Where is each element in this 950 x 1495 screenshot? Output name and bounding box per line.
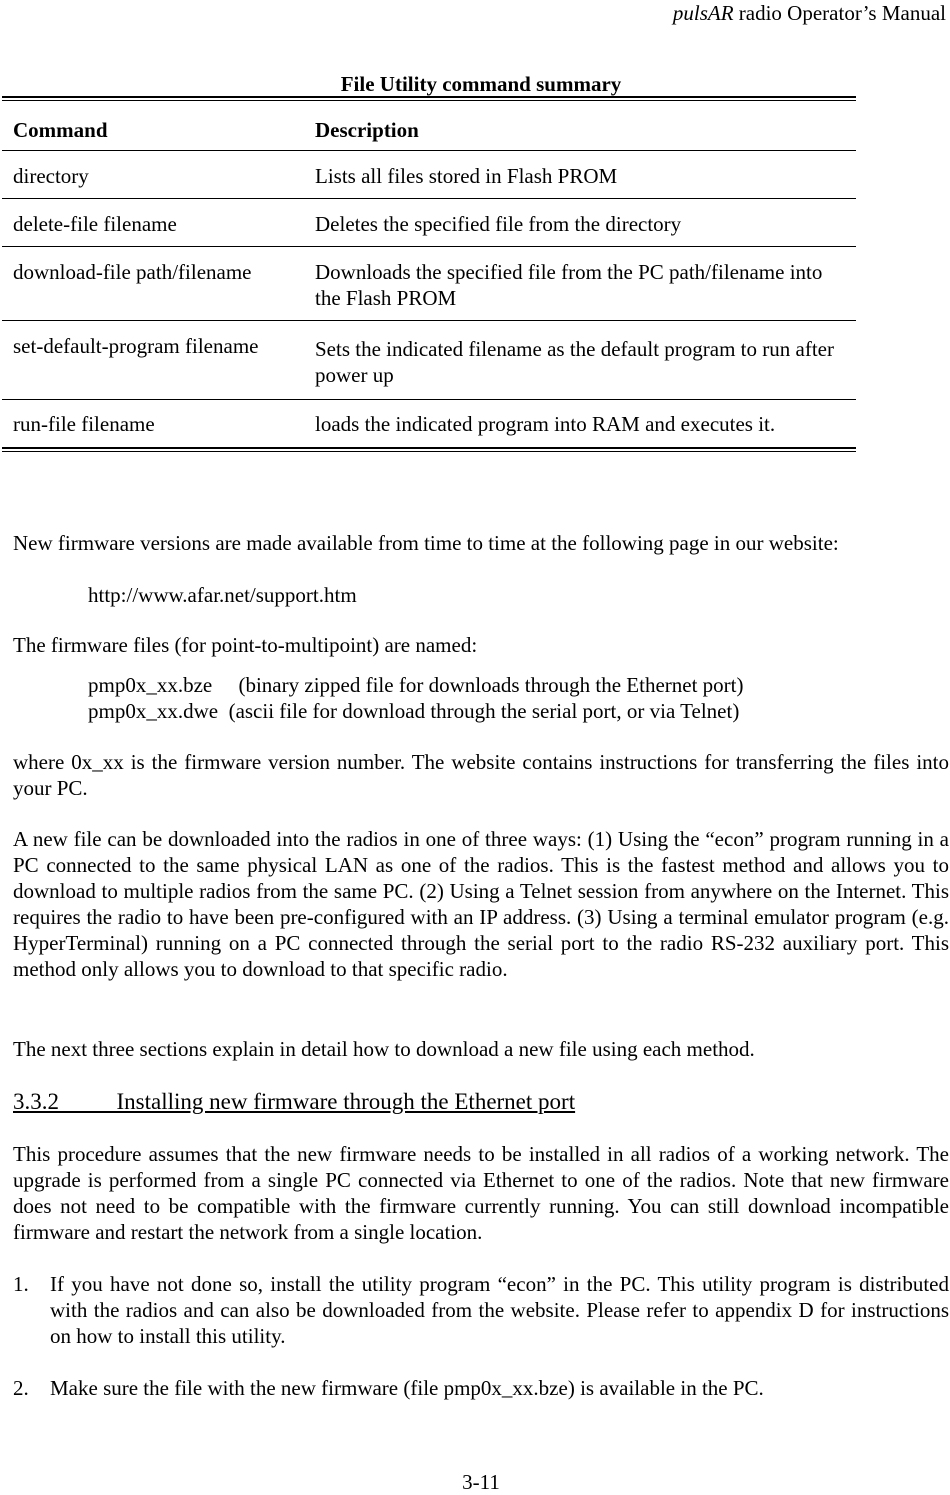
- firmware-file-bze: pmp0x_xx.bze (binary zipped file for downloads through the Ethernet port): [88, 673, 744, 697]
- paragraph-file-names: The firmware files (for point-to-multipoint) are named:: [13, 633, 478, 657]
- paragraph-firmware-availability: New firmware versions are made available from time to time at the following page in our website:: [13, 531, 839, 555]
- paragraph-download-methods: A new file can be downloaded into the radios in one of three ways: (1) Using the “econ” program running in a PC connected to the same physical LAN as one of the radios. This is the fastest method and allows you to download to multiple radios from the same PC. (2) Using a Telnet session from anywhere on the Internet. This requires the radio to have been pre-configured with an IP address. (3) Using a terminal emulator program (e.g. HyperTerminal) running on a PC connected through the serial port to the radio RS-232 auxiliary port. This method only allows you to download to that specific radio.: [13, 827, 949, 981]
- page-number: 3-11: [462, 1470, 500, 1494]
- command-summary-table: [2, 96, 856, 452]
- section-title: Installing new firmware through the Ethernet port: [116, 1089, 576, 1114]
- description-cell: Downloads the specified file from the PC path/filename into the Flash PROM: [315, 260, 823, 310]
- table-row: [2, 247, 856, 320]
- page-header: [673, 0, 946, 26]
- step-number: 1.: [13, 1272, 29, 1296]
- table-row: [2, 151, 856, 198]
- section-heading: [13, 1088, 575, 1116]
- table-row: [2, 321, 856, 399]
- step-text: If you have not done so, install the utility program “econ” in the PC. This utility program is distributed with the radios and can also be downloaded from the website. Please refer to appendix D for instructions on how to install this utility.: [50, 1272, 949, 1348]
- command-cell: set-default-program filename: [13, 334, 259, 358]
- column-header-command: Command: [13, 118, 108, 142]
- table-row: [2, 400, 856, 447]
- column-header-description: Description: [315, 118, 419, 142]
- command-cell: download-file path/filename: [13, 260, 252, 284]
- section-number: 3.3.2: [13, 1089, 59, 1114]
- table-title: File Utility command summary: [340, 72, 622, 96]
- table-header-row: [2, 101, 856, 150]
- description-cell: loads the indicated program into RAM and executes it.: [315, 412, 776, 436]
- description-cell: Sets the indicated filename as the default program to run after power up: [315, 337, 834, 387]
- table-row: [2, 199, 856, 246]
- command-cell: delete-file filename: [13, 212, 177, 236]
- firmware-file-dwe: pmp0x_xx.dwe (ascii file for download through the serial port, or via Telnet): [88, 699, 740, 723]
- paragraph-procedure: This procedure assumes that the new firmware needs to be installed in all radios of a working network. The upgrade is performed from a single PC connected via Ethernet to one of the radios. Note that new firmware does not need to be compatible with the firmware currently running. You can still download incompatible firmware and restart the network from a single location.: [13, 1142, 949, 1244]
- support-url: http://www.afar.net/support.htm: [88, 583, 357, 607]
- header-product-name: pulsAR: [672, 1, 734, 25]
- command-cell: directory: [13, 164, 89, 188]
- description-cell: Deletes the specified file from the directory: [315, 212, 682, 236]
- step-number: 2.: [13, 1376, 29, 1400]
- description-cell: Lists all files stored in Flash PROM: [315, 164, 618, 188]
- paragraph-version-number: where 0x_xx is the firmware version number. The website contains instructions for transferring the files into your PC.: [13, 750, 949, 800]
- step-text: Make sure the file with the new firmware (file pmp0x_xx.bze) is available in the PC.: [50, 1376, 764, 1400]
- paragraph-next-sections: The next three sections explain in detail how to download a new file using each method.: [13, 1037, 755, 1061]
- command-cell: run-file filename: [13, 412, 155, 436]
- table-bottom-rule: [2, 447, 856, 452]
- header-title: radio Operator’s Manual: [733, 1, 946, 25]
